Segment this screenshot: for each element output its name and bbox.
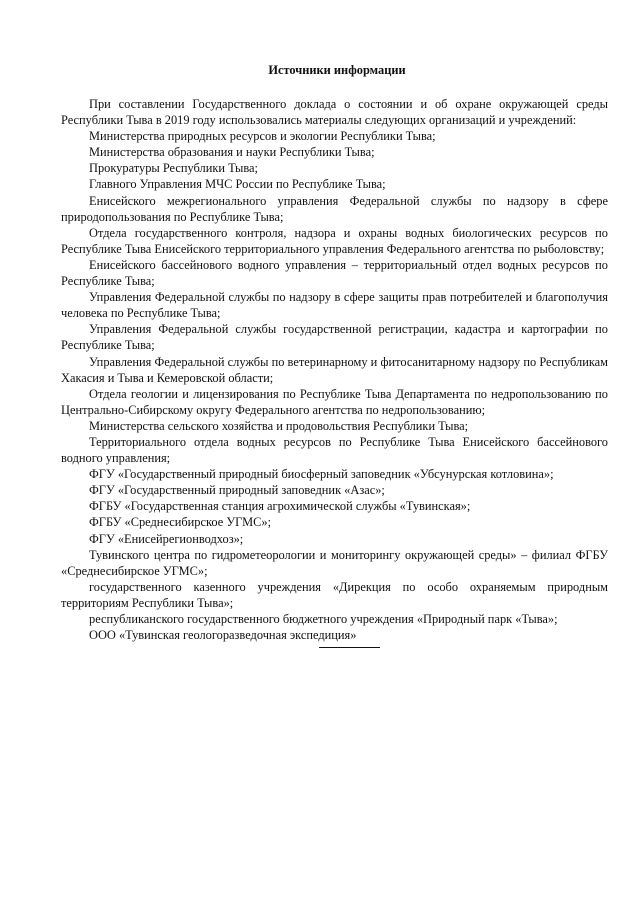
source-item: ФГБУ «Среднесибирское УГМС»;	[89, 515, 272, 530]
source-item: Управления Федеральной службы государственной регистрации, кадастра и картографии по Республике Тыва;	[61, 322, 608, 353]
source-item: ФГБУ «Государственная станция агрохимической службы «Тувинская»;	[89, 499, 471, 514]
intro-paragraph: При составлении Государственного доклада о состоянии и об охране окружающей среды Республики Тыва в 2019 году использовались материалы следующих организаций и учреждений:	[61, 97, 608, 128]
end-divider	[319, 647, 380, 648]
source-item: Министерства сельского хозяйства и продовольствия Республики Тыва;	[89, 418, 469, 433]
source-item: Территориального отдела водных ресурсов по Республике Тыва Енисейского бассейнового водного управления;	[61, 434, 608, 466]
source-item: Министерства природных ресурсов и экологии Республики Тыва;	[89, 129, 436, 144]
sources-list	[61, 128, 608, 643]
source-item: ООО «Тувинская геологоразведочная экспедиция»	[89, 628, 357, 643]
source-item: Управления Федеральной службы по надзору в сфере защиты прав потребителей и благополучия человека по Республике Тыва;	[61, 290, 608, 321]
source-item: Отдела геологии и лицензирования по Республике Тыва Департамента по недропользованию по Центрально-Сибирскому округу Федерального агентства по недропользованию;	[61, 386, 608, 417]
source-item: Управления Федеральной службы по ветеринарному и фитосанитарному надзору по Республикам Хакасия и Тыва и Кемеровской области;	[61, 354, 608, 385]
source-item: Енисейского бассейнового водного управления – территориальный отдел водных ресурсов по Республике Тыва;	[61, 257, 608, 289]
document-body	[61, 96, 608, 643]
source-item: Прокуратуры Республики Тыва;	[89, 161, 258, 176]
source-item: Енисейского межрегионального управления Федеральной службы по надзору в сфере природопользования по Республике Тыва;	[61, 193, 608, 224]
source-item: республиканского государственного бюджетного учреждения «Природный парк «Тыва»;	[89, 612, 558, 626]
source-item: ФГУ «Государственный природный биосферный заповедник «Убсунурская котловина»;	[89, 467, 554, 482]
source-item: государственного казенного учреждения «Дирекция по особо охраняемым природным территориям Республики Тыва»;	[61, 579, 608, 610]
page-title: Источники информации	[268, 63, 406, 77]
source-item: ФГУ «Государственный природный заповедник «Азас»;	[89, 483, 385, 498]
source-item: ФГУ «Енисейрегионводхоз»;	[89, 531, 244, 546]
source-item: Отдела государственного контроля, надзора и охраны водных биологических ресурсов по Республике Тыва Енисейского территориального управления Федерального агентства по рыболовству;	[61, 225, 608, 256]
source-item: Тувинского центра по гидрометеорологии и мониторингу окружающей среды» – филиал ФГБУ «Среднесибирское УГМС»;	[61, 547, 608, 578]
source-item: Министерства образования и науки Республики Тыва;	[89, 145, 375, 160]
source-item: Главного Управления МЧС России по Республике Тыва;	[89, 177, 386, 192]
